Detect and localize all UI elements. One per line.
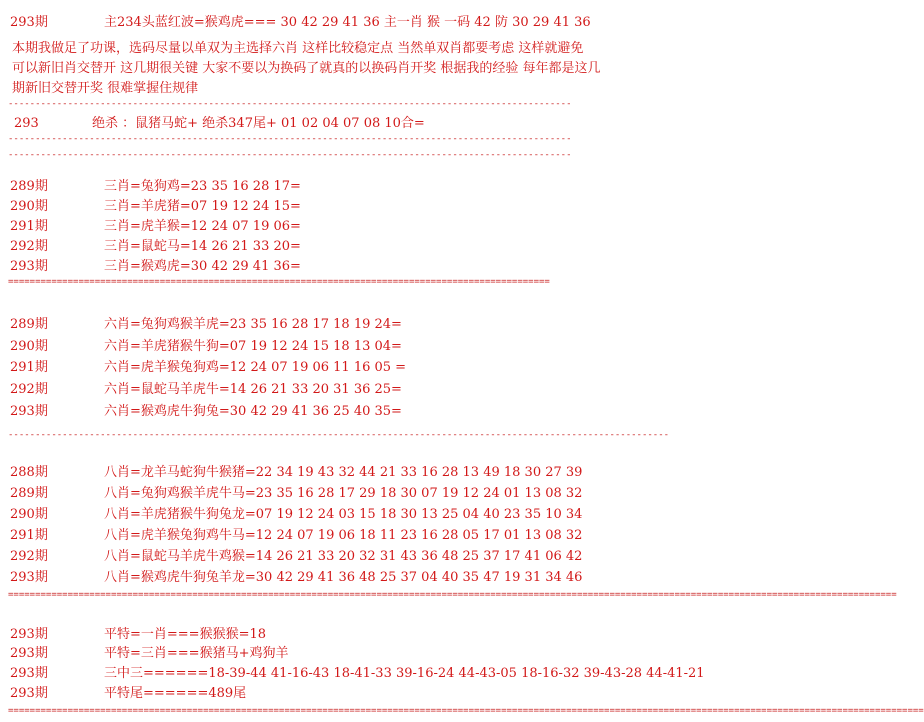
eight-issue: 288期	[10, 465, 48, 480]
six-issue: 293期	[10, 404, 48, 419]
eight-issue: 293期	[10, 570, 48, 585]
special-row: 平特=一肖===猴猴猴=18	[104, 627, 267, 642]
six-issue: 291期	[10, 360, 48, 375]
kill-line: 绝杀 ：鼠猪马蛇+ 绝杀347尾+ 01 02 04 07 08 10合=	[92, 116, 425, 131]
three-issue: 293期	[10, 259, 48, 274]
six-row: 六肖=虎羊猴兔狗鸡=12 24 07 19 06 11 16 05 =	[104, 360, 407, 375]
three-row: 三肖=羊虎猪=07 19 12 24 15=	[104, 199, 301, 214]
three-row: 三肖=猴鸡虎=30 42 29 41 36=	[104, 259, 301, 274]
eight-issue: 291期	[10, 528, 48, 543]
special-row: 平特=三肖===猴猪马+鸡狗羊	[104, 646, 289, 661]
header-issue: 293期	[10, 15, 48, 30]
three-issue: 289期	[10, 179, 48, 194]
eight-row: 八肖=虎羊猴兔狗鸡牛马=12 24 07 19 06 18 11 23 16 28 05 17 01 13 08 32	[104, 528, 583, 543]
divider-dashed-4: --------------------------------------------------------------------------------------------------------------------------	[8, 430, 670, 440]
three-issue: 290期	[10, 199, 48, 214]
special-issue: 293期	[10, 666, 48, 681]
six-row: 六肖=鼠蛇马羊虎牛=14 26 21 33 20 31 36 25=	[104, 382, 402, 397]
intro-line-1: 本期我做足了功课，选码尽量以单双为主选择六肖 这样比较稳定点 当然单双肖都要考虑 这样就避免	[12, 41, 584, 56]
six-row: 六肖=兔狗鸡猴羊虎=23 35 16 28 17 18 19 24=	[104, 317, 402, 332]
special-row: 三中三======18-39-44 41-16-43 18-41-33 39-16-24 44-43-05 18-16-32 39-43-28 44-41-21	[104, 666, 705, 681]
intro-line-3: 期新旧交替开奖 很难掌握住规律	[12, 81, 199, 96]
eight-row: 八肖=龙羊马蛇狗牛猴猪=22 34 19 43 32 44 21 33 16 28 13 49 18 30 27 39	[104, 465, 583, 480]
special-issue: 293期	[10, 627, 48, 642]
six-issue: 292期	[10, 382, 48, 397]
eight-row: 八肖=兔狗鸡猴羊虎牛马=23 35 16 28 17 29 18 30 07 19 12 24 01 13 08 32	[104, 486, 583, 501]
divider-double-3: =========================================================================================================================================================================	[8, 706, 924, 716]
divider-double-1: ====================================================================================================	[8, 277, 550, 287]
six-row: 六肖=猴鸡虎牛狗兔=30 42 29 41 36 25 40 35=	[104, 404, 402, 419]
kill-issue: 293	[14, 116, 39, 131]
eight-issue: 292期	[10, 549, 48, 564]
header-prediction-line: 主234头蓝红波=猴鸡虎=== 30 42 29 41 36 主一肖 猴 一码 42 防 30 29 41 36	[104, 15, 591, 30]
divider-dashed-3: --------------------------------------------------------------------------------------------------------	[8, 150, 572, 160]
eight-row: 八肖=鼠蛇马羊虎牛鸡猴=14 26 21 33 20 32 31 43 36 48 25 37 17 41 06 42	[104, 549, 583, 564]
eight-row: 八肖=羊虎猪猴牛狗兔龙=07 19 12 24 03 15 18 30 13 25 04 40 23 35 10 34	[104, 507, 583, 522]
divider-dashed-2: --------------------------------------------------------------------------------------------------------	[8, 134, 572, 144]
six-issue: 289期	[10, 317, 48, 332]
intro-line-2: 可以新旧肖交替开 这几期很关键 大家不要以为换码了就真的以换码肖开奖 根据我的经验 每年都是这几	[12, 61, 601, 76]
special-row: 平特尾======489尾	[104, 686, 247, 701]
divider-dashed-1: --------------------------------------------------------------------------------------------------------	[8, 99, 572, 109]
three-row: 三肖=虎羊猴=12 24 07 19 06=	[104, 219, 301, 234]
eight-row: 八肖=猴鸡虎牛狗兔羊龙=30 42 29 41 36 48 25 37 04 40 35 47 19 31 34 46	[104, 570, 583, 585]
six-row: 六肖=羊虎猪猴牛狗=07 19 12 24 15 18 13 04=	[104, 339, 402, 354]
special-issue: 293期	[10, 686, 48, 701]
three-issue: 292期	[10, 239, 48, 254]
six-issue: 290期	[10, 339, 48, 354]
eight-issue: 289期	[10, 486, 48, 501]
divider-double-2: ====================================================================================================================================================================	[8, 590, 897, 600]
three-row: 三肖=兔狗鸡=23 35 16 28 17=	[104, 179, 301, 194]
three-issue: 291期	[10, 219, 48, 234]
three-row: 三肖=鼠蛇马=14 26 21 33 20=	[104, 239, 301, 254]
eight-issue: 290期	[10, 507, 48, 522]
special-issue: 293期	[10, 646, 48, 661]
